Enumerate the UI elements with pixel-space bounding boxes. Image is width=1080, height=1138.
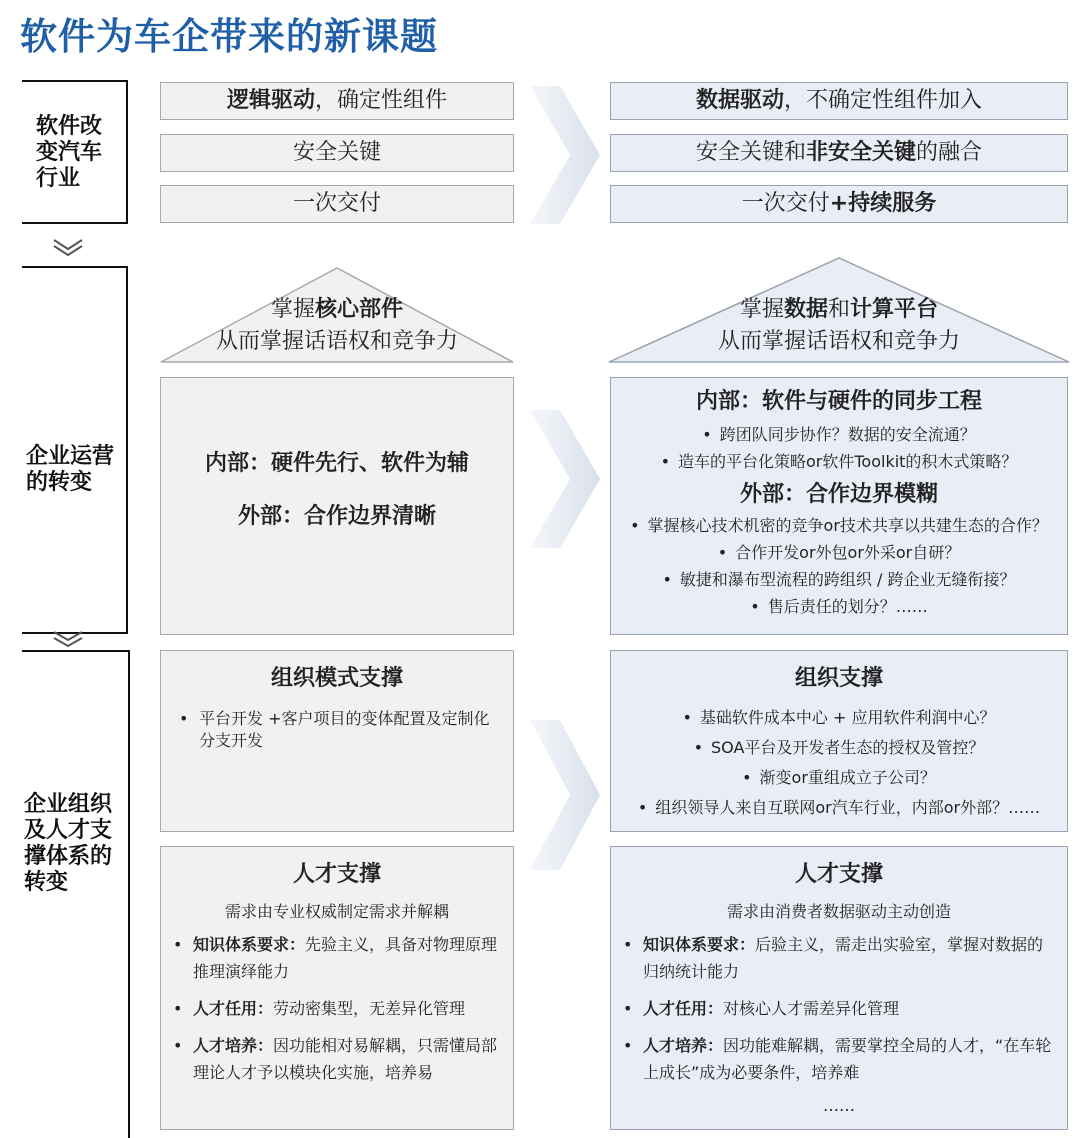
external-strategy: 外部：合作边界清晰	[237, 504, 436, 529]
list-item: • 知识体系要求：后验主义，需走出实验室，掌握对数据的归纳统计能力	[621, 931, 1055, 985]
current-trait-box: 安全关键	[160, 134, 514, 172]
current-trait-box: 逻辑驱动，确定性组件	[160, 82, 514, 120]
list-item: • 基础软件成本中心 + 应用软件利润中心？	[682, 708, 996, 727]
ellipsis: ……	[823, 1096, 855, 1115]
list-item: • 平台开发 +客户项目的变体配置及定制化分支开发	[177, 708, 501, 752]
list-item: • 掌握核心技术机密的竞争or技术共享以共建生态的合作？	[630, 516, 1048, 535]
list-item: • 敏捷和瀑布型流程的跨组织 / 跨企业无缝衔接？	[662, 570, 1016, 589]
list-item: • 跨团队同步协作？数据的安全流通？	[702, 425, 976, 444]
org-future-box	[610, 650, 1068, 832]
org-current-box	[160, 650, 514, 832]
list-item: • SOA平台及开发者生态的授权及管控？	[693, 738, 985, 757]
org-current-head: 组织模式支撑	[270, 666, 403, 691]
section-label-operation: 企业运营 的转变	[26, 444, 115, 495]
operation-future-box	[610, 377, 1068, 635]
roof-caption-right: 掌握数据和计算平台 从而掌握话语权和竞争力	[717, 297, 960, 354]
down-chevron-icon	[50, 630, 86, 650]
list-item: • 渐变or重组成立子公司？	[742, 768, 936, 787]
talent-future-head: 人才支撑	[794, 862, 883, 887]
talent-current-sub: 需求由专业权威制定需求并解耦	[224, 902, 449, 921]
internal-head: 内部：软件与硬件的同步工程	[695, 389, 982, 414]
list-item: • 组织领导人来自互联网or汽车行业，内部or外部？……	[637, 798, 1041, 817]
list-item: • 人才培养：因功能相对易解耦，只需懂局部理论人才予以模块化实施，培养易	[171, 1032, 499, 1086]
list-item: • 售后责任的划分？……	[750, 597, 928, 616]
org-future-head: 组织支撑	[794, 666, 883, 691]
internal-strategy: 内部：硬件先行、软件为辅	[204, 451, 469, 476]
section-label-organization: 企业组织 及人才支 撑体系的 转变	[24, 792, 113, 895]
list-item: • 人才培养：因功能难解耦，需要掌控全局的人才，“在车轮上成长”成为必要条件，培养难	[621, 1032, 1055, 1086]
roof-caption-left: 掌握核心部件 从而掌握话语权和竞争力	[215, 297, 458, 354]
list-item: • 造车的平台化策略or软件Toolkit的积木式策略？	[660, 452, 1018, 471]
right-arrow-icon	[530, 410, 602, 548]
list-item: • 人才任用：对核心人才需差异化管理	[621, 995, 1055, 1022]
list-item: • 合作开发or外包or外采or自研？	[717, 543, 961, 562]
future-trait-box: 一次交付+持续服务	[610, 185, 1068, 223]
current-trait-box: 一次交付	[160, 185, 514, 223]
talent-current-head: 人才支撑	[292, 862, 381, 887]
talent-current-box	[160, 846, 514, 1130]
talent-future-box	[610, 846, 1068, 1130]
right-arrow-icon	[530, 86, 602, 224]
future-trait-box: 安全关键和非安全关键的融合	[610, 134, 1068, 172]
down-chevron-icon	[50, 236, 86, 258]
right-arrow-icon	[530, 720, 602, 870]
future-trait-box: 数据驱动，不确定性组件加入	[610, 82, 1068, 120]
operation-current-box	[160, 377, 514, 635]
page-title: 软件为车企带来的新课题	[20, 15, 438, 58]
section-label-industry: 软件改 变汽车 行业	[36, 114, 103, 191]
external-head: 外部：合作边界模糊	[739, 482, 938, 507]
list-item: • 知识体系要求：先验主义，具备对物理原理推理演绎能力	[171, 931, 499, 985]
talent-future-sub: 需求由消费者数据驱动主动创造	[726, 902, 951, 921]
list-item: • 人才任用：劳动密集型，无差异化管理	[171, 995, 499, 1022]
